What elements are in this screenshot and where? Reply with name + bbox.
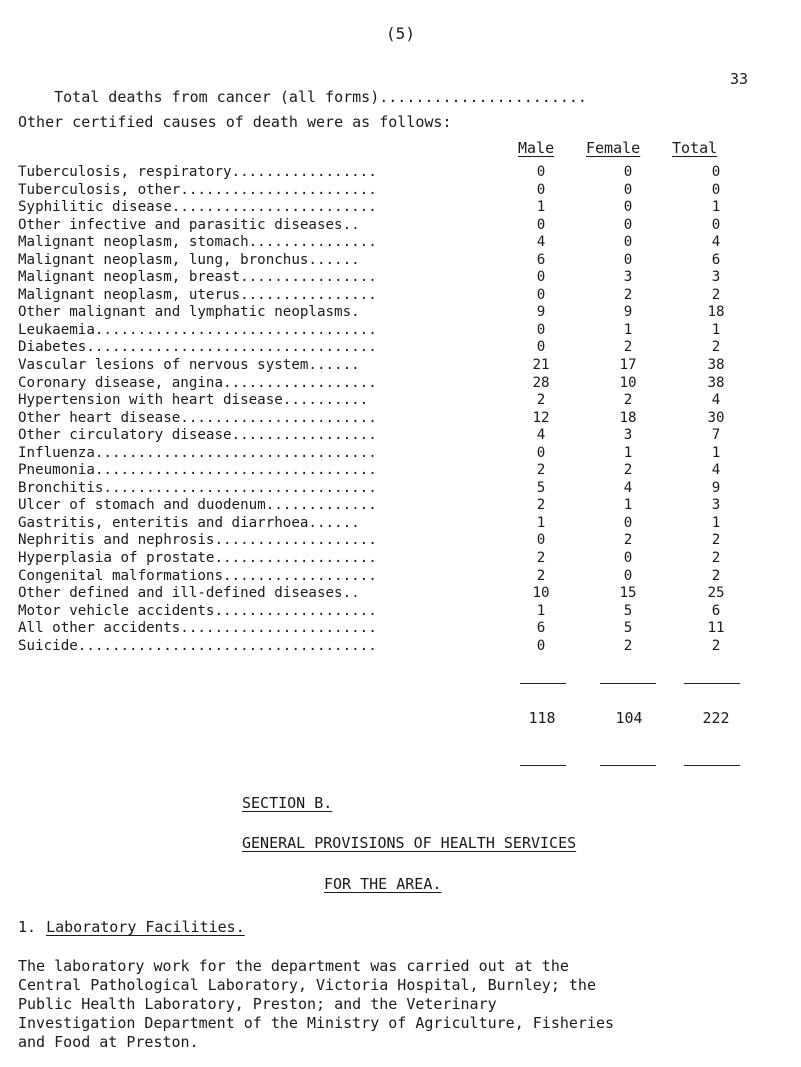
cause-label: Hyperplasia of prostate...................: [18, 550, 377, 567]
cause-label: Congenital malformations..................: [18, 567, 377, 584]
male-count: 0: [536, 532, 546, 549]
male-count: 28: [532, 374, 550, 391]
cause-label: Motor vehicle accidents...................: [18, 602, 377, 619]
female-count: 1: [623, 321, 633, 338]
male-count: 1: [536, 514, 546, 531]
female-count: 3: [623, 427, 633, 444]
table-row: [18, 427, 778, 445]
table-row: [18, 392, 778, 410]
certified-causes-intro: Other certified causes of death were as follows:: [18, 113, 452, 131]
total-count: 6: [711, 602, 721, 619]
table-row: [18, 357, 778, 375]
cause-label: Other heart disease.......................: [18, 409, 377, 426]
cause-label: Other defined and ill-defined diseases..: [18, 585, 360, 602]
female-count: 2: [623, 462, 633, 479]
total-count: 2: [711, 339, 721, 356]
table-row: [18, 603, 778, 621]
female-count: 1: [623, 497, 633, 514]
male-count: 0: [536, 444, 546, 461]
cause-label: Gastritis, enteritis and diarrhoea......: [18, 514, 360, 531]
male-count: 10: [532, 585, 550, 602]
total-count: 4: [711, 234, 721, 251]
table-row: [18, 532, 778, 550]
male-count: 6: [536, 251, 546, 268]
total-count: 38: [707, 374, 725, 391]
cause-label: Coronary disease, angina..................: [18, 374, 377, 391]
table-row: [18, 269, 778, 287]
female-count: 0: [623, 514, 633, 531]
cause-label: Hypertension with heart disease..........: [18, 392, 369, 409]
female-count: 0: [623, 234, 633, 251]
total-count: 30: [707, 409, 725, 426]
total-cancer-deaths-line: [18, 70, 749, 142]
section-heading: [0, 794, 801, 812]
male-count: 4: [536, 234, 546, 251]
total-count: 18: [707, 304, 725, 321]
cause-label: Malignant neoplasm, lung, bronchus......: [18, 251, 360, 268]
table-row: [18, 445, 778, 463]
cause-label: Malignant neoplasm, uterus................: [18, 286, 377, 303]
female-total: 104: [615, 709, 643, 727]
total-count: 4: [711, 392, 721, 409]
total-count: 1: [711, 321, 721, 338]
cause-label: Malignant neoplasm, stomach...............: [18, 234, 377, 251]
total-count: 2: [711, 550, 721, 567]
male-total: 118: [528, 709, 556, 727]
total-count: 0: [711, 164, 721, 180]
cause-label: Tuberculosis, other.......................: [18, 181, 377, 198]
female-count: 0: [623, 164, 633, 180]
total-count: 11: [707, 620, 725, 637]
table-row: [18, 410, 778, 428]
section-subtitle: GENERAL PROVISIONS OF HEALTH SERVICES: [242, 834, 577, 852]
table-row: [18, 515, 778, 533]
male-count: 0: [536, 339, 546, 356]
laboratory-heading-text: Laboratory Facilities.: [46, 918, 245, 936]
female-count: 2: [623, 286, 633, 303]
male-count: 12: [532, 409, 550, 426]
male-count: 21: [532, 357, 550, 374]
table-row: [18, 304, 778, 322]
column-header-total: Total: [672, 139, 718, 157]
total-count: 25: [707, 585, 725, 602]
total-cancer-value: 33: [730, 70, 749, 88]
female-count: 18: [619, 409, 637, 426]
total-count: 3: [711, 497, 721, 514]
total-total-rule-bottom: [684, 765, 740, 766]
male-count: 1: [536, 199, 546, 216]
laboratory-number: 1.: [18, 918, 37, 936]
female-count: 2: [623, 637, 633, 654]
table-row: [18, 375, 778, 393]
male-count: 0: [536, 321, 546, 338]
table-row: [18, 620, 778, 638]
male-count: 0: [536, 164, 546, 180]
table-row: [18, 339, 778, 357]
female-count: 0: [623, 199, 633, 216]
table-row: [18, 287, 778, 305]
total-count: 9: [711, 479, 721, 496]
cause-label: Leukaemia.................................: [18, 321, 377, 338]
male-count: 2: [536, 567, 546, 584]
male-count: 6: [536, 620, 546, 637]
table-row: [18, 480, 778, 498]
table-row: [18, 638, 778, 656]
table-row: [18, 550, 778, 568]
table-row: [18, 217, 778, 235]
cause-label: Vascular lesions of nervous system......: [18, 357, 360, 374]
total-cancer-label: Total deaths from cancer (all forms).......................: [54, 88, 587, 106]
cause-label: Bronchitis................................: [18, 479, 377, 496]
male-count: 9: [536, 304, 546, 321]
table-row: [18, 234, 778, 252]
laboratory-paragraph: The laboratory work for the department was carried out at the Central Pathological Laboratory, Victoria Hospital, Burnley; the Public Health Laboratory, Preston; and the Veterinary Investigation Department of the Ministry of Agriculture, Fisheries and Food at Preston.: [18, 957, 615, 1051]
cause-label: Other circulatory disease.................: [18, 427, 377, 444]
total-count: 2: [711, 637, 721, 654]
female-count: 3: [623, 269, 633, 286]
total-count: 1: [711, 444, 721, 461]
cause-label: Other malignant and lymphatic neoplasms.: [18, 304, 360, 321]
male-count: 1: [536, 602, 546, 619]
total-count: 2: [711, 532, 721, 549]
cause-label: Tuberculosis, respiratory.................: [18, 164, 377, 180]
male-count: 0: [536, 269, 546, 286]
total-count: 6: [711, 251, 721, 268]
section-subtitle-2: FOR THE AREA.: [324, 875, 442, 893]
total-count: 7: [711, 427, 721, 444]
table-row: [18, 462, 778, 480]
total-count: 2: [711, 567, 721, 584]
female-count: 0: [623, 181, 633, 198]
cause-label: Suicide...................................: [18, 637, 377, 654]
total-count: 3: [711, 269, 721, 286]
section-subheading-2: [0, 875, 801, 893]
male-count: 2: [536, 392, 546, 409]
female-count: 5: [623, 620, 633, 637]
table-row: [18, 199, 778, 217]
total-count: 2: [711, 286, 721, 303]
cause-label: All other accidents.......................: [18, 620, 377, 637]
table-row: [18, 252, 778, 270]
section-title: SECTION B.: [242, 794, 333, 812]
cause-label: Syphilitic disease........................: [18, 199, 377, 216]
cause-label: Pneumonia.................................: [18, 462, 377, 479]
table-row: [18, 585, 778, 603]
male-count: 4: [536, 427, 546, 444]
female-total-rule-bottom: [600, 765, 656, 766]
causes-of-death-table: [18, 164, 778, 655]
table-row: [18, 164, 778, 182]
male-count: 5: [536, 479, 546, 496]
cause-label: Influenza.................................: [18, 444, 377, 461]
female-count: 0: [623, 216, 633, 233]
female-count: 1: [623, 444, 633, 461]
total-count: 1: [711, 514, 721, 531]
column-header-male: Male: [518, 139, 555, 157]
grand-total: 222: [702, 709, 730, 727]
male-count: 2: [536, 550, 546, 567]
cause-label: Diabetes..................................: [18, 339, 377, 356]
total-count: 38: [707, 357, 725, 374]
table-row: [18, 568, 778, 586]
female-count: 2: [623, 532, 633, 549]
female-count: 2: [623, 339, 633, 356]
laboratory-heading: [18, 918, 245, 936]
column-header-female: Female: [586, 139, 641, 157]
female-count: 0: [623, 550, 633, 567]
male-count: 0: [536, 286, 546, 303]
male-count: 2: [536, 497, 546, 514]
male-count: 2: [536, 462, 546, 479]
female-count: 5: [623, 602, 633, 619]
female-count: 9: [623, 304, 633, 321]
total-count: 1: [711, 199, 721, 216]
cause-label: Other infective and parasitic diseases..: [18, 216, 360, 233]
male-total-rule-bottom: [520, 765, 566, 766]
total-total-rule-top: [684, 683, 740, 684]
cause-label: Ulcer of stomach and duodenum.............: [18, 497, 377, 514]
total-count: 0: [711, 181, 721, 198]
female-count: 0: [623, 251, 633, 268]
male-count: 0: [536, 637, 546, 654]
male-count: 0: [536, 181, 546, 198]
female-count: 15: [619, 585, 637, 602]
section-subheading: [0, 834, 801, 852]
total-count: 4: [711, 462, 721, 479]
male-total-rule-top: [520, 683, 566, 684]
female-count: 0: [623, 567, 633, 584]
female-total-rule-top: [600, 683, 656, 684]
total-count: 0: [711, 216, 721, 233]
table-row: [18, 322, 778, 340]
table-row: [18, 497, 778, 515]
female-count: 10: [619, 374, 637, 391]
male-count: 0: [536, 216, 546, 233]
page-number: (5): [386, 24, 415, 43]
table-row: [18, 182, 778, 200]
cause-label: Nephritis and nephrosis...................: [18, 532, 377, 549]
female-count: 17: [619, 357, 637, 374]
cause-label: Malignant neoplasm, breast................: [18, 269, 377, 286]
female-count: 2: [623, 392, 633, 409]
female-count: 4: [623, 479, 633, 496]
